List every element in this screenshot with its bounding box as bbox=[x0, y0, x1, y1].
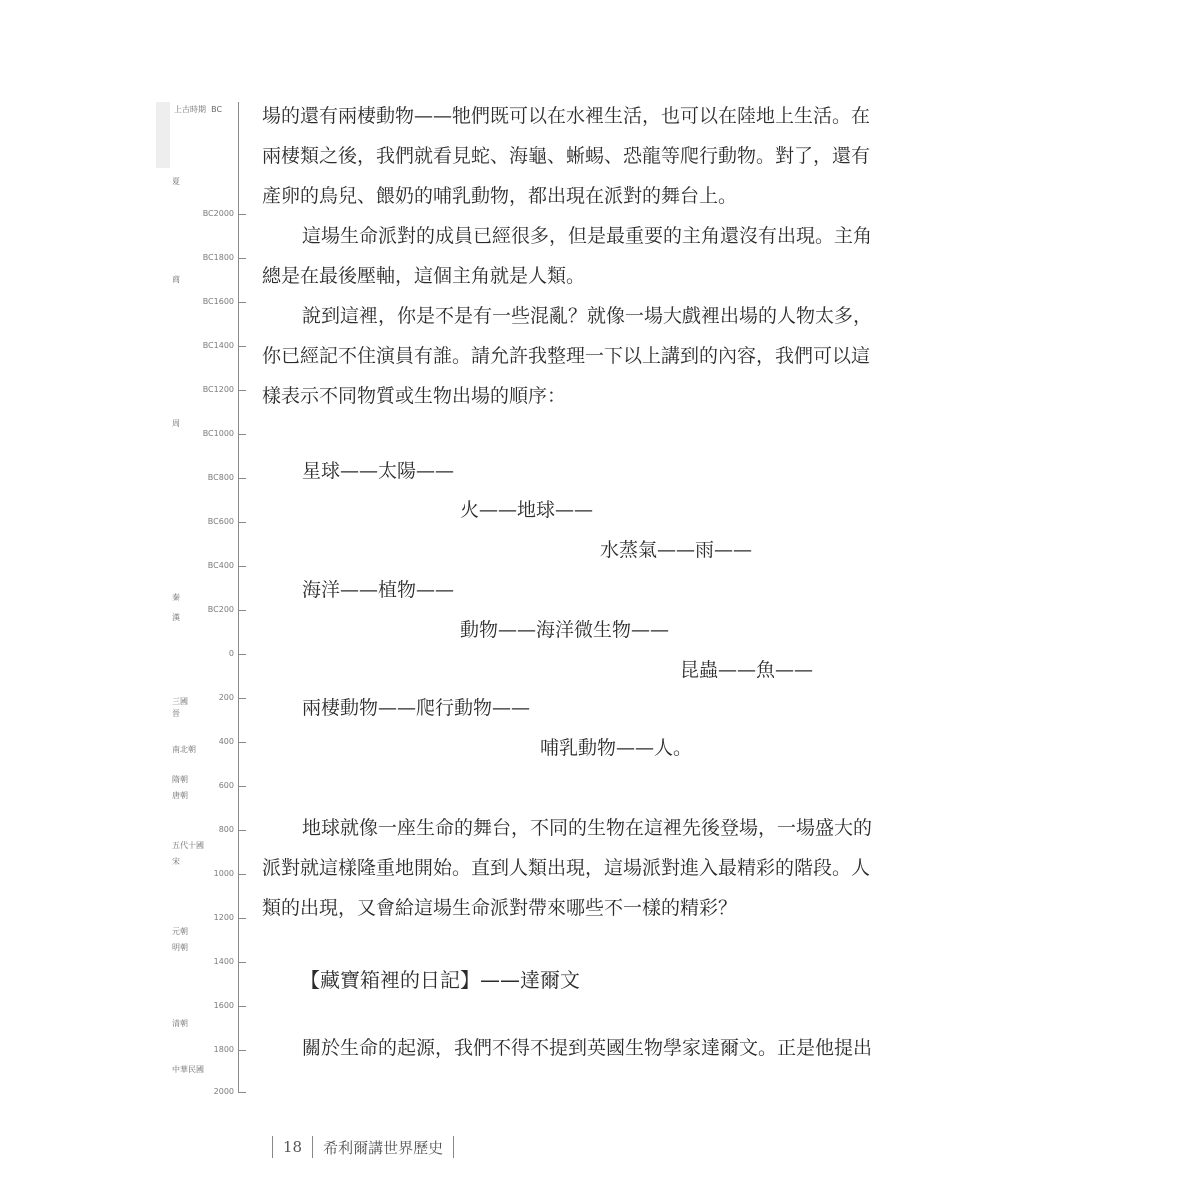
timeline-tick: BC1200 bbox=[150, 384, 250, 396]
timeline-era: 秦 bbox=[172, 593, 180, 602]
timeline-era: 商 bbox=[172, 275, 180, 284]
book-title: 希利爾講世界歷史 bbox=[323, 1138, 444, 1157]
timeline-tick: 400 bbox=[150, 736, 250, 748]
text-line: 這場生命派對的成員已經很多，但是最重要的主角還沒有出現。主角 bbox=[302, 225, 873, 247]
timeline-tick: 1400 bbox=[150, 956, 250, 968]
timeline-tick: BC200 bbox=[150, 604, 250, 616]
timeline-era: 唐朝 bbox=[172, 791, 188, 800]
sequence-line: 昆蟲——魚—— bbox=[680, 659, 814, 681]
timeline-era: 明朝 bbox=[172, 943, 188, 952]
timeline-tick: BC800 bbox=[150, 472, 250, 484]
text-line: 派對就這樣隆重地開始。直到人類出現，這場派對進入最精彩的階段。人 bbox=[262, 857, 871, 879]
timeline-tick: 1600 bbox=[150, 1000, 250, 1012]
timeline-tick: BC1800 bbox=[150, 252, 250, 264]
text-line: 總是在最後壓軸，這個主角就是人類。 bbox=[262, 265, 586, 287]
paragraph bbox=[262, 216, 922, 296]
timeline-era: 晉 bbox=[172, 709, 180, 718]
footer-divider bbox=[272, 1136, 273, 1158]
paragraph bbox=[262, 296, 922, 416]
timeline-tick: BC1600 bbox=[150, 296, 250, 308]
timeline-tick: 800 bbox=[150, 824, 250, 836]
timeline-era-bar bbox=[156, 102, 170, 168]
text-line: 場的還有兩棲動物——牠們既可以在水裡生活，也可以在陸地上生活。在 bbox=[262, 105, 871, 127]
timeline-era: 漢 bbox=[172, 613, 180, 622]
text-line: 樣表示不同物質或生物出場的順序： bbox=[262, 385, 567, 407]
timeline-tick: 1200 bbox=[150, 912, 250, 924]
page-number: 18 bbox=[283, 1138, 303, 1156]
page-footer bbox=[262, 1134, 464, 1160]
text-line: 地球就像一座生命的舞台，不同的生物在這裡先後登場，一場盛大的 bbox=[302, 817, 873, 839]
timeline-tick: BC400 bbox=[150, 560, 250, 572]
timeline-sidebar bbox=[150, 100, 250, 1100]
timeline-tick: BC2000 bbox=[150, 208, 250, 220]
footer-divider bbox=[312, 1136, 313, 1158]
timeline-era: 元朝 bbox=[172, 927, 188, 936]
timeline-axis bbox=[238, 102, 239, 1092]
sequence-line: 火——地球—— bbox=[460, 499, 594, 521]
paragraph bbox=[262, 96, 922, 216]
body-text-3 bbox=[262, 1028, 922, 1068]
paragraph bbox=[262, 808, 922, 928]
timeline-tick: 0 bbox=[150, 648, 250, 660]
text-line: 類的出現，又會給這場生命派對帶來哪些不一樣的精彩？ bbox=[262, 897, 738, 919]
sequence-line: 兩棲動物——爬行動物—— bbox=[302, 697, 531, 719]
sequence-line: 哺乳動物——人。 bbox=[540, 737, 693, 759]
timeline-top-label: 上古時期 BC bbox=[174, 105, 223, 114]
timeline-era: 五代十國 bbox=[172, 841, 204, 850]
timeline-era: 周 bbox=[172, 419, 180, 428]
timeline-tick: BC1400 bbox=[150, 340, 250, 352]
sequence-line: 海洋——植物—— bbox=[302, 579, 455, 601]
section-heading: 【藏寶箱裡的日記】——達爾文 bbox=[300, 968, 580, 992]
text-line: 產卵的鳥兒、餵奶的哺乳動物，都出現在派對的舞台上。 bbox=[262, 185, 738, 207]
body-text-2 bbox=[262, 808, 922, 928]
text-line: 關於生命的起源，我們不得不提到英國生物學家達爾文。正是他提出 bbox=[302, 1037, 873, 1059]
timeline-tick: 200 bbox=[150, 692, 250, 704]
timeline-tick: 1000 bbox=[150, 868, 250, 880]
timeline-era: 中華民國 bbox=[172, 1065, 204, 1074]
text-line: 兩棲類之後，我們就看見蛇、海龜、蜥蜴、恐龍等爬行動物。對了，還有 bbox=[262, 145, 871, 167]
timeline-era: 夏 bbox=[172, 177, 180, 186]
timeline-tick: 1800 bbox=[150, 1044, 250, 1056]
timeline-era: 清朝 bbox=[172, 1019, 188, 1028]
timeline-tick: 2000 bbox=[150, 1086, 250, 1098]
text-line: 你已經記不住演員有誰。請允許我整理一下以上講到的內容，我們可以這 bbox=[262, 345, 871, 367]
sequence-line: 動物——海洋微生物—— bbox=[460, 619, 670, 641]
timeline-tick: BC1000 bbox=[150, 428, 250, 440]
timeline-era: 三國 bbox=[172, 697, 188, 706]
timeline-era: 宋 bbox=[172, 857, 180, 866]
sequence-line: 星球——太陽—— bbox=[302, 460, 455, 482]
text-line: 說到這裡，你是不是有一些混亂？就像一場大戲裡出場的人物太多， bbox=[302, 305, 873, 327]
timeline-tick: 600 bbox=[150, 780, 250, 792]
timeline-era: 南北朝 bbox=[172, 745, 196, 754]
body-text bbox=[262, 96, 922, 416]
timeline-tick: BC600 bbox=[150, 516, 250, 528]
footer-divider bbox=[453, 1136, 454, 1158]
timeline-era: 隋朝 bbox=[172, 775, 188, 784]
sequence-line: 水蒸氣——雨—— bbox=[600, 539, 753, 561]
